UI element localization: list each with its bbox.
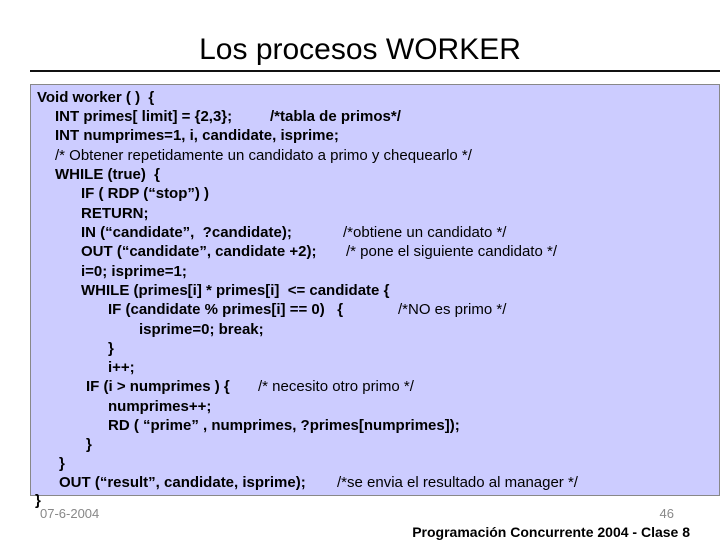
code-line: IF (i > numprimes ) {	[86, 378, 230, 395]
code-comment: /*se envia el resultado al manager */	[337, 474, 578, 491]
code-line: i++;	[108, 359, 135, 376]
code-line: }	[35, 492, 41, 509]
code-line: INT numprimes=1, i, candidate, isprime;	[55, 127, 339, 144]
slide-title: Los procesos WORKER	[199, 33, 521, 66]
code-line: RD ( “prime” , numprimes, ?primes[numprimes]);	[108, 417, 460, 434]
code-line: numprimes++;	[108, 398, 212, 415]
code-comment: /* necesito otro primo */	[258, 378, 414, 395]
footer-date: 07-6-2004	[40, 506, 100, 521]
title-underline	[30, 70, 720, 72]
code-line: WHILE (true) {	[55, 166, 160, 183]
code-line: }	[86, 436, 92, 453]
code-comment: /*tabla de primos*/	[270, 108, 401, 125]
code-line: IF (candidate % primes[i] == 0) {	[108, 301, 344, 318]
code-comment: /* Obtener repetidamente un candidato a primo y chequearlo */	[55, 147, 472, 164]
code-line: INT primes[ limit] = {2,3};	[55, 108, 233, 125]
code-line: }	[59, 455, 65, 472]
code-line: i=0; isprime=1;	[81, 263, 187, 280]
code-line: OUT (“result”, candidate, isprime);	[59, 474, 306, 491]
code-line: IN (“candidate”, ?candidate);	[81, 224, 292, 241]
code-line: IF ( RDP (“stop”) )	[81, 185, 210, 202]
code-line: Void worker ( ) {	[37, 89, 155, 106]
course-footer: Programación Concurrente 2004 - Clase 8	[412, 524, 690, 540]
code-line: OUT (“candidate”, candidate +2);	[81, 243, 317, 260]
code-comment: /*obtiene un candidato */	[343, 224, 507, 241]
code-line: RETURN;	[81, 205, 149, 222]
page-number: 46	[659, 506, 674, 521]
code-line: WHILE (primes[i] * primes[i] <= candidate {	[81, 282, 390, 299]
code-line: }	[108, 340, 114, 357]
code-comment: /* pone el siguiente candidato */	[346, 243, 557, 260]
code-comment: /*NO es primo */	[398, 301, 507, 318]
code-line: isprime=0; break;	[139, 321, 264, 338]
